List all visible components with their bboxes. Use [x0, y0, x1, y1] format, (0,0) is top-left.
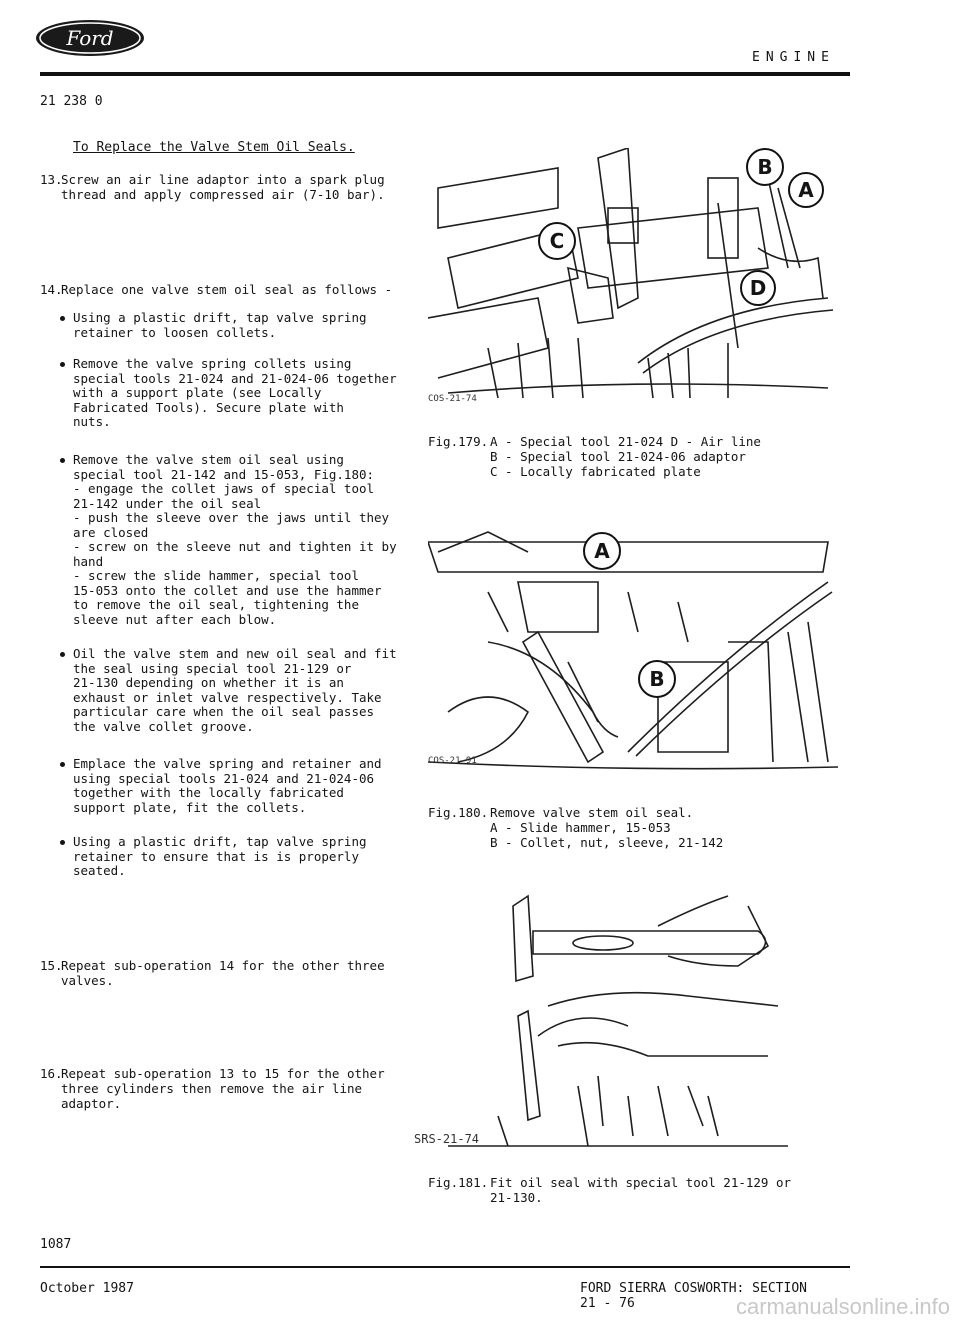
callout-a: A — [788, 172, 824, 208]
bullet-text: Remove the valve spring collets using special tools 21-024 and 21-024-06 together with a support plate (see Locally Fabricated Tools). Secure plate with nuts. — [73, 356, 397, 429]
figure-181-caption — [428, 1175, 840, 1207]
bullet-dot — [60, 362, 65, 367]
footer-section-title: FORD SIERRA COSWORTH: SECTION 21 - 76 — [580, 1281, 807, 1311]
step-number: 14. — [40, 282, 63, 297]
callout-d: D — [740, 270, 776, 306]
figure-180-illustration — [428, 522, 840, 780]
step-number: 13. — [40, 172, 63, 187]
step-number: 16. — [40, 1066, 63, 1081]
caption-text: Fit oil seal with special tool 21-129 or 21-130. — [490, 1175, 792, 1205]
figure-label: Fig.181. — [428, 1175, 489, 1190]
figure-181-illustration — [414, 886, 840, 1156]
step-number: 15. — [40, 958, 63, 973]
figure-179-caption — [428, 434, 840, 482]
callout-c: C — [538, 222, 576, 260]
footer-date: October 1987 — [40, 1281, 134, 1296]
bullet-dot — [60, 840, 65, 845]
figure-label: Fig.179. — [428, 434, 489, 449]
bullet-text: Remove the valve stem oil seal using special tool 21-142 and 15-053, Fig.180: - engage the collet jaws of special tool 21-142 under the oil seal - push the sleeve over the jaws until they are closed - screw on the sleeve nut and tighten it by hand - screw the slide hammer, special tool 15-053 onto the collet and use the hammer to remove the oil seal, tightening the sleeve nut after each blow. — [73, 452, 397, 627]
step-13 — [40, 172, 420, 204]
callout-b: B — [746, 148, 784, 186]
caption-text: Remove valve stem oil seal. A - Slide hammer, 15-053 B - Collet, nut, sleeve, 21-142 — [490, 805, 724, 850]
watermark: carmanualsonline.info — [735, 1294, 950, 1319]
bullet-dot — [60, 652, 65, 657]
figure-180-caption — [428, 805, 840, 853]
page-number: 1087 — [40, 1237, 72, 1252]
bullet-text: Using a plastic drift, tap valve spring retainer to loosen collets. — [73, 310, 367, 340]
step-text: Screw an air line adaptor into a spark plug thread and apply compressed air (7-10 bar). — [61, 172, 385, 202]
step-text: Repeat sub-operation 14 for the other three valves. — [61, 958, 385, 988]
bullet-text: Using a plastic drift, tap valve spring retainer to ensure that is is properly seated. — [73, 834, 367, 878]
callout-a: A — [583, 532, 621, 570]
step-14 — [40, 282, 420, 298]
figure-179-illustration — [428, 148, 840, 408]
step-16 — [40, 1066, 420, 1114]
section-title: ENGINE — [752, 50, 835, 65]
procedure-heading: To Replace the Valve Stem Oil Seals. — [73, 140, 355, 155]
figure-label: Fig.180. — [428, 805, 489, 820]
step-text: Repeat sub-operation 13 to 15 for the other three cylinders then remove the air line adaptor. — [61, 1066, 385, 1111]
step-15 — [40, 958, 420, 990]
bullet-dot — [60, 316, 65, 321]
caption-text: A - Special tool 21-024 D - Air line B - Special tool 21-024-06 adaptor C - Locally fabricated plate — [490, 434, 761, 479]
header-rule — [40, 72, 850, 76]
logo-text: Ford — [66, 26, 114, 50]
figure-id: COS-21-91 — [428, 756, 477, 766]
footer-rule — [40, 1266, 850, 1268]
bullet-dot — [60, 762, 65, 767]
bullet-dot — [60, 458, 65, 463]
figure-id: COS-21-74 — [428, 394, 477, 404]
bullet-text: Emplace the valve spring and retainer and using special tools 21-024 and 21-024-06 together with the locally fabricated support plate, fit the collets. — [73, 756, 382, 815]
reference-number: 21 238 0 — [40, 94, 103, 109]
ford-logo — [34, 18, 146, 58]
bullet-text: Oil the valve stem and new oil seal and fit the seal using special tool 21-129 or 21-130 depending on whether it is an exhaust or inlet valve respectively. Take particular care when the oil seal passes the valve collet groove. — [73, 646, 397, 734]
callout-b: B — [638, 660, 676, 698]
step-text: Replace one valve stem oil seal as follows - — [61, 282, 393, 297]
figure-id: SRS-21-74 — [414, 1132, 480, 1146]
